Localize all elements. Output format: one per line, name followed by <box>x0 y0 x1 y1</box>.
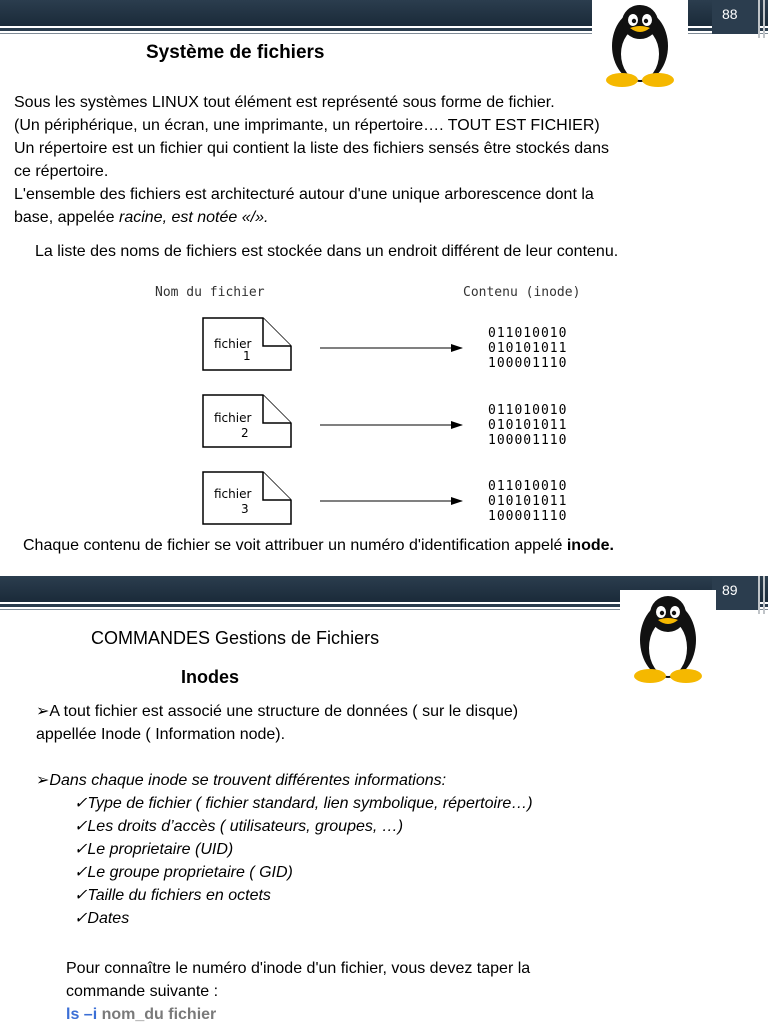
check-item <box>36 838 533 861</box>
check-icon: ✓ <box>74 818 88 835</box>
instruction-line: Pour connaître le numéro d'inode d'un fichier, vous devez taper la <box>66 960 531 977</box>
diagram-header-filename: Nom du fichier <box>155 285 265 300</box>
paragraph-italic: racine, est notée «/». <box>118 209 269 226</box>
slide-separator <box>0 568 768 576</box>
bullet-item <box>36 700 533 723</box>
blank-line <box>36 746 533 769</box>
check-text: Type de fichier ( fichier standard, lien symbolique, répertoire…) <box>87 795 533 812</box>
check-text: Le proprietaire (UID) <box>87 841 234 858</box>
inode-bits: 100001110 <box>488 509 568 524</box>
paragraph-line <box>14 206 609 229</box>
paragraph-line: Un répertoire est un fichier qui contient la liste des fichiers sensés être stockés dans <box>14 140 609 157</box>
slide-subtitle: Inodes <box>181 667 240 687</box>
tux-penguin-icon <box>592 0 688 96</box>
bullet-text: A tout fichier est associé une structure de données ( sur le disque) <box>49 703 519 720</box>
check-text: Dates <box>87 910 130 927</box>
inode-footer <box>23 534 614 557</box>
intro-paragraph <box>14 91 609 229</box>
paragraph-line: ce répertoire. <box>14 163 109 180</box>
file-number: 1 <box>243 349 251 363</box>
bullet-item <box>36 769 533 792</box>
bullet-continuation: appellée Inode ( Information node). <box>36 726 286 743</box>
header-stripe <box>763 0 765 38</box>
inode-bits: 011010010 <box>488 326 568 341</box>
instruction-line: commande suivante : <box>66 983 219 1000</box>
check-icon: ✓ <box>74 795 88 812</box>
list-sentence: La liste des noms de fichiers est stockée dans un endroit différent de leur contenu. <box>35 243 619 260</box>
page-number: 88 <box>722 6 738 22</box>
file-number: 3 <box>241 502 249 516</box>
bullet-text: Dans chaque inode se trouvent différentes informations: <box>49 772 447 789</box>
check-item <box>36 884 533 907</box>
header-stripe <box>758 576 760 614</box>
inode-bullets <box>36 700 533 930</box>
inode-bits: 010101011 <box>488 494 568 509</box>
header-stripe <box>763 576 765 614</box>
command-line <box>66 1003 530 1024</box>
file-number: 2 <box>241 426 249 440</box>
command-text: ls –i <box>66 1006 98 1023</box>
command-argument: nom_du fichier <box>101 1006 217 1023</box>
arrow-bullet-icon: ➢ <box>36 772 50 789</box>
inode-bits: 100001110 <box>488 356 568 371</box>
inode-bits: 010101011 <box>488 341 568 356</box>
slide-title: Système de fichiers <box>146 42 325 63</box>
page-number: 89 <box>722 582 738 598</box>
tux-penguin-icon <box>620 590 716 686</box>
command-instructions <box>66 957 530 1024</box>
inode-diagram <box>150 280 690 530</box>
check-text: Les droits d’accès ( utilisateurs, groupes, …) <box>87 818 404 835</box>
check-text: Le groupe proprietaire ( GID) <box>87 864 293 881</box>
inode-bits: 100001110 <box>488 433 568 448</box>
inode-bits: 011010010 <box>488 403 568 418</box>
paragraph-line: Sous les systèmes LINUX tout élément est représenté sous forme de fichier. <box>14 94 555 111</box>
check-icon: ✓ <box>74 841 88 858</box>
footer-bold: inode. <box>566 537 614 554</box>
paragraph-line: (Un périphérique, un écran, une imprimante, un répertoire…. TOUT EST FICHIER) <box>14 117 600 134</box>
paragraph-text: base, appelée <box>14 209 119 226</box>
paragraph-line: L'ensemble des fichiers est architecturé autour d'une unique arborescence dont la <box>14 186 594 203</box>
check-item <box>36 861 533 884</box>
header-stripe <box>758 0 760 38</box>
file-label: fichier <box>214 337 252 351</box>
inode-bits: 010101011 <box>488 418 568 433</box>
check-text: Taille du fichiers en octets <box>87 887 271 904</box>
file-label: fichier <box>214 487 252 501</box>
check-icon: ✓ <box>74 887 88 904</box>
check-icon: ✓ <box>74 864 88 881</box>
check-item <box>36 792 533 815</box>
slide-89 <box>0 576 768 1024</box>
check-icon: ✓ <box>74 910 88 927</box>
file-label: fichier <box>214 411 252 425</box>
diagram-header-content: Contenu (inode) <box>463 285 581 300</box>
inode-bits: 011010010 <box>488 479 568 494</box>
check-item <box>36 907 533 930</box>
slide-title: COMMANDES Gestions de Fichiers <box>91 628 380 648</box>
arrow-bullet-icon: ➢ <box>36 703 50 720</box>
check-item <box>36 815 533 838</box>
footer-text: Chaque contenu de fichier se voit attribuer un numéro d'identification appelé <box>23 537 567 554</box>
